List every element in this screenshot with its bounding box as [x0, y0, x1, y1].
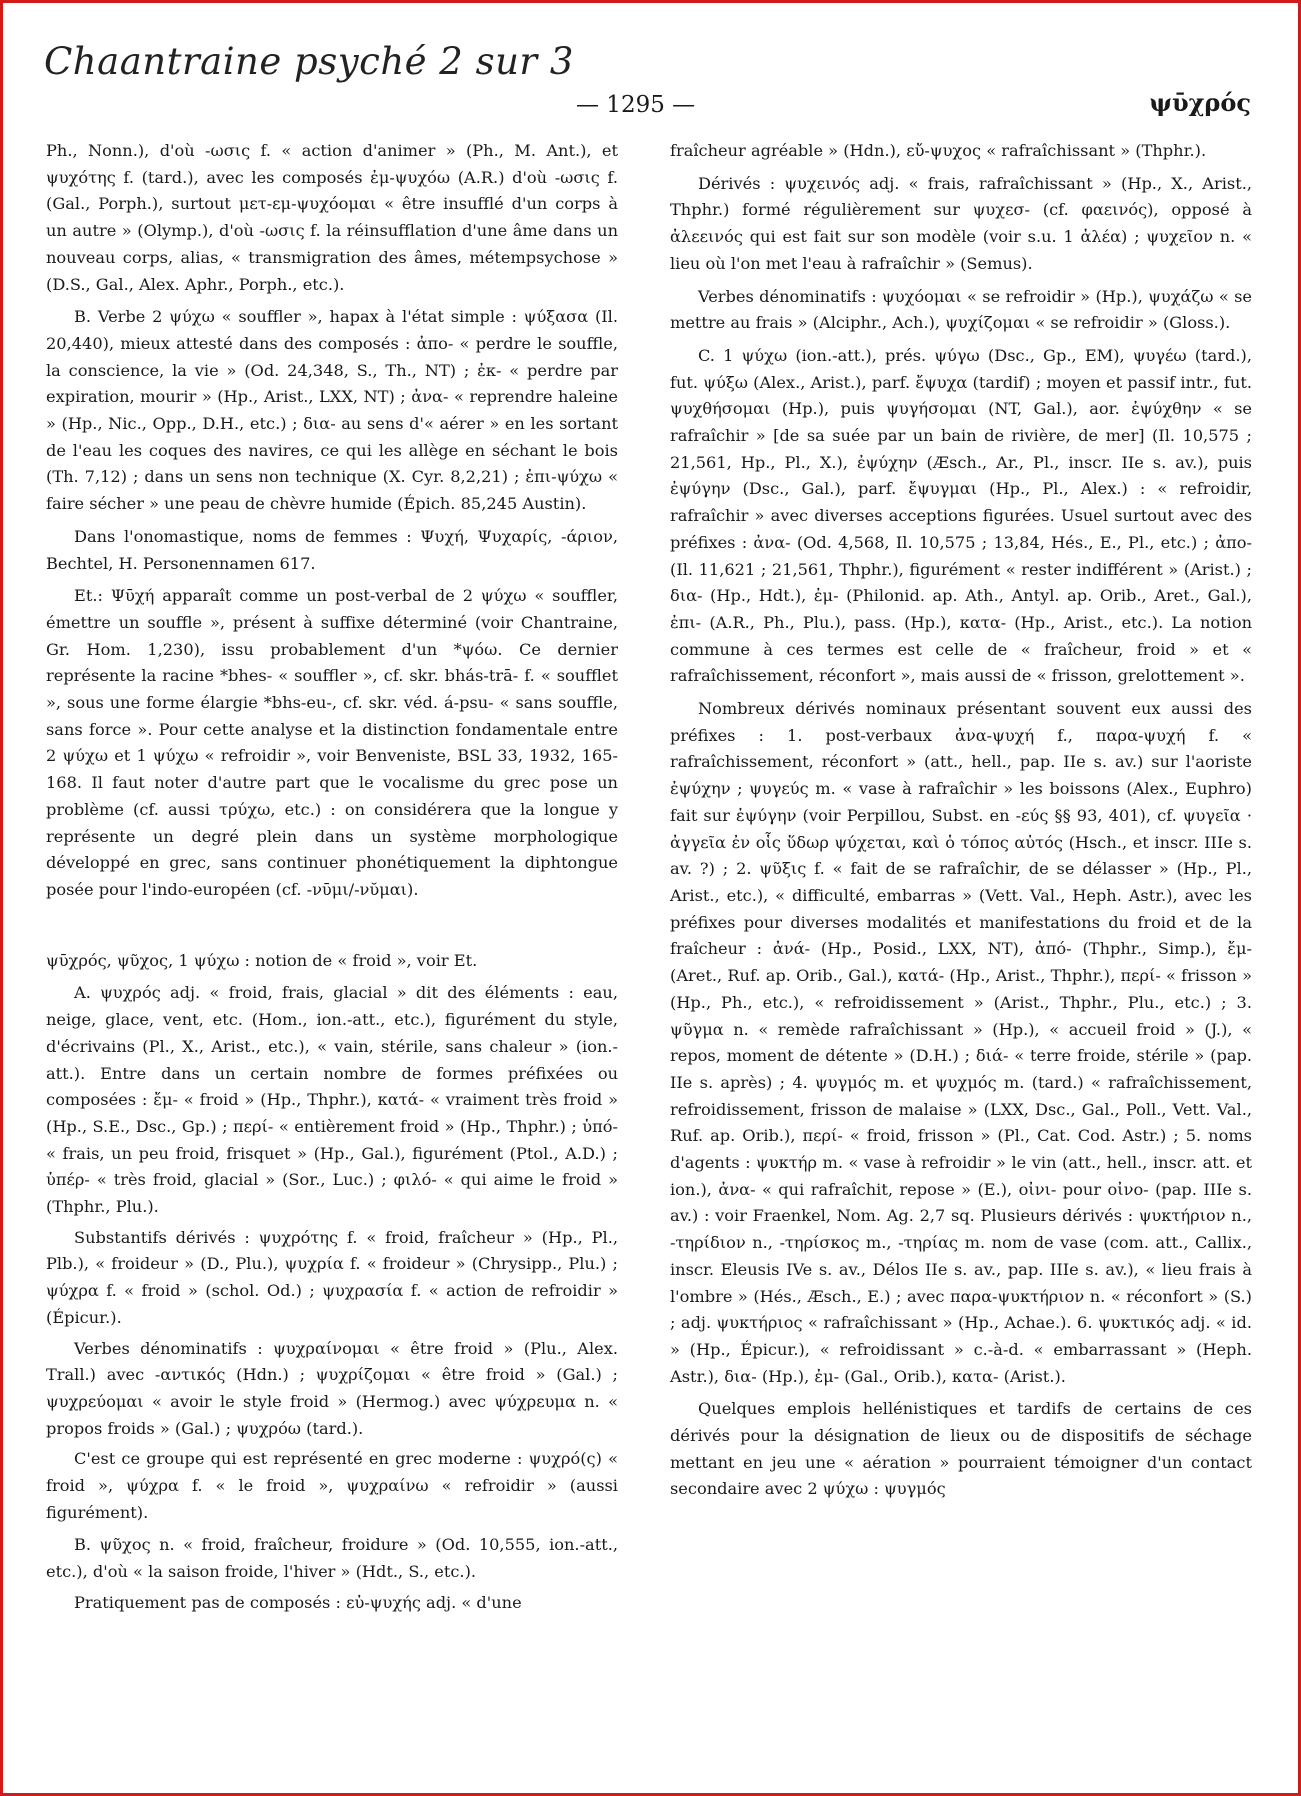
paragraph: A. ψυχρός adj. « froid, frais, glacial » dit des éléments : eau, neige, glace, vent, etc. (Hom., ion.-att., etc.), figurément du style, d'écrivains (Pl., X., Arist., etc.), « vain, stérile, sans chaleur » (ion.-att.). Entre dans un certain nombre de formes préfixées ou composées : ἔμ- « froid » (Hp., Thphr.), κατά- « vraiment très froid » (Hp., S.E., Dsc., Gp.) ; περί- « entièrement froid » (Hp., Thphr.) ; ὑπό- « frais, un peu froid, frisquet » (Hp., Gal.), figurément (Ptol., A.D.) ; ὑπέρ- « très froid, glacial » (Sor., Luc.) ; φιλό- « qui aime le froid » (Thphr., Plu.).: [46, 983, 618, 1217]
paragraph: Dans l'onomastique, noms de femmes : Ψυχή, Ψυχαρίς, -άριον, Bechtel, H. Personennamen 617.: [46, 526, 618, 573]
left-column: [46, 138, 618, 1617]
running-head: ψῡχρός: [1149, 88, 1251, 117]
paragraph: Quelques emplois hellénistiques et tardifs de certains de ces dérivés pour la désignation de lieux ou de dispositifs de séchage mettant en jeu une « aération » pourraient témoigner d'un contact secondaire avec 2 ψύχω : ψυγμός: [670, 1399, 1252, 1499]
paragraph: fraîcheur agréable » (Hdn.), εὔ-ψυχος « rafraîchissant » (Thphr.).: [670, 141, 1207, 160]
paragraph: Substantifs dérivés : ψυχρότης f. « froid, fraîcheur » (Hp., Pl., Plb.), « froideur » (D., Plu.), ψυχρία f. « froideur » (Chrysipp., Plu.) ; ψύχρα f. « froid » (schol. Od.) ; ψυχρασία f. « action de refroidir » (Épicur.).: [46, 1227, 618, 1327]
page-number: — 1295 —: [576, 92, 696, 118]
paragraph: Verbes dénominatifs : ψυχραίνομαι « être froid » (Plu., Alex. Trall.) avec -αντικός (Hdn.) ; ψυχρίζομαι « être froid » (Gal.) ; ψυχρεύομαι « avoir le style froid » (Hermog.) avec ψύχρευμα n. « propos froids » (Gal.) ; ψυχρόω (tard.).: [46, 1338, 618, 1438]
handwritten-title: Chaantraine psyché 2 sur 3: [44, 40, 574, 83]
paragraph: Verbes dénominatifs : ψυχόομαι « se refroidir » (Hp.), ψυχάζω « se mettre au frais » (Alciphr., Ach.), ψυχίζομαι « se refroidir » (Gloss.).: [670, 286, 1252, 333]
paragraph: Ph., Nonn.), d'où -ωσις f. « action d'animer » (Ph., M. Ant.), et ψυχότης f. (tard.), avec les composés ἐμ-ψυχόω (A.R.) d'où -ωσις f. (Gal., Porph.), surtout μετ-εμ-ψυχόομαι « être insufflé d'un corps à un autre » (Olymp.), d'où -ωσις f. la réinsufflation d'une âme dans un nouveau corps, alias, « transmigration des âmes, métempsychose » (D.S., Gal., Alex. Aphr., Porph., etc.).: [46, 141, 618, 294]
entry-heading: ψῡχρός, ψῦχος, 1 ψύχω : notion de « froid », voir Et.: [46, 950, 478, 970]
paragraph: Dérivés : ψυχεινός adj. « frais, rafraîchissant » (Hp., X., Arist., Thphr.) formé régulièrement sur ψυχεσ- (cf. φαεινός), opposé à ἀλεεινός qui est fait sur son modèle (voir s.u. 1 ἀλέα) ; ψυχεῖον n. « lieu où l'on met l'eau à rafraîchir » (Semus).: [670, 173, 1252, 273]
paragraph: C. 1 ψύχω (ion.-att.), prés. ψύγω (Dsc., Gp., EM), ψυγέω (tard.), fut. ψύξω (Alex., Arist.), parf. ἔψυχα (tardif) ; moyen et passif intr., fut. ψυχθήσομαι (Hp.), puis ψυγήσομαι (NT, Gal.), aor. ἐψύχθην « se rafraîchir » [de sa suée par un bain de rivière, de mer] (Il. 10,575 ; 21,561, Hp., Pl., X.), ἐψύχην (Æsch., Ar., Pl., inscr. IIe s. av.), puis ἐψύγην (Dsc., Gal.), parf. ἔψυγμαι (Hp., Pl., Alex.) : « refroidir, rafraîchir » avec diverses acceptions figurées. Usuel surtout avec des préfixes : ἀνα- (Od. 4,568, Il. 10,575 ; 13,84, Hés., E., Pl., etc.) ; ἀπο- (Il. 11,621 ; 21,561, Thphr.), figurément « rester indifférent » (Arist.) ; δια- (Hp., Hdt.), ἐμ- (Philonid. ap. Ath., Antyl. ap. Orib., Aret., Gal.), ἐπι- (A.R., Ph., Plu.), pass. (Hp.), κατα- (Hp., Arist., etc.). La notion commune à ces termes est celle de « fraîcheur, froid » et « rafraîchissement, réconfort », mais aussi de « frisson, grelottement ».: [670, 345, 1252, 686]
paragraph: Pratiquement pas de composés : εὐ-ψυχής adj. « d'une: [74, 1592, 522, 1612]
paragraph: B. ψῦχος n. « froid, fraîcheur, froidure » (Od. 10,555, ion.-att., etc.), d'où « la saison froide, l'hiver » (Hdt., S., etc.).: [46, 1535, 618, 1582]
paragraph: C'est ce groupe qui est représenté en grec moderne : ψυχρό(ς) « froid », ψύχρα f. « le froid », ψυχραίνω « refroidir » (aussi figurément).: [46, 1449, 618, 1522]
paragraph: B. Verbe 2 ψύχω « souffler », hapax à l'état simple : ψύξασα (Il. 20,440), mieux attesté dans des composés : ἀπο- « perdre le souffle, la conscience, la vie » (Od. 24,348, S., Th., NT) ; ἐκ- « perdre par expiration, mourir » (Hp., Arist., LXX, NT) ; ἀνα- « reprendre haleine » (Hp., Nic., Opp., D.H., etc.) ; δια- au sens d'« aérer » en les sortant de l'eau les coques des navires, ce qui les allège en séchant le bois (Th. 7,12) ; dans un sens non technique (X. Cyr. 8,2,21) ; ἐπι-ψύχω « faire sécher » une peau de chèvre humide (Épich. 85,245 Austin).: [46, 307, 618, 514]
right-column: [670, 138, 1252, 1503]
paragraph: Et.: Ψῡχή apparaît comme un post-verbal de 2 ψύχω « souffler, émettre un souffle », présent à suffixe déterminé (voir Chantraine, Gr. Hom. 1,230), issu probablement d'un *ψόω. Ce dernier représente la racine *bhes- « souffler », cf. skr. bhás-trā- f. « soufflet », sous une forme élargie *bhs-eu-, cf. skr. véd. á-psu- « sans souffle, sans force ». Pour cette analyse et la distinction fondamentale entre 2 ψύχω et 1 ψύχω « refroidir », voir Benveniste, BSL 33, 1932, 165-168. Il faut noter d'autre part que le vocalisme du grec pose un problème (cf. aussi τρύχω, etc.) : on considérera que la longue y représente un degré plein dans un système morphologique développé en grec, sans continuer phonétiquement la diphtongue posée pour l'indo-européen (cf. -νῡμι/-νῠμαι).: [46, 586, 618, 899]
paragraph: Nombreux dérivés nominaux présentant souvent eux aussi des préfixes : 1. post-verbaux ἀνα-ψυχή f., παρα-ψυχή f. « rafraîchissement, réconfort » (att., hell., pap. IIe s. av.) sur l'aoriste ἐψύχην ; ψυγεύς m. « vase à rafraîchir » les boissons (Alex., Euphro) fait sur ἐψύγην (voir Perpillou, Subst. en -εύς §§ 93, 401), cf. ψυγεῖα · ἀγγεῖα ἐν οἷς ὕδωρ ψύχεται, καὶ ὁ τόπος αὐτός (Hsch., et inscr. IIIe s. av. ?) ; 2. ψῦξις f. « fait de se rafraîchir, de se délasser » (Hp., Pl., Arist., etc.), « difficulté, embarras » (Vett. Val., Heph. Astr.), avec les préfixes pour diverses modalités et manifestations du froid et de la fraîcheur : ἀνά- (Hp., Posid., LXX, NT), ἀπό- (Thphr., Simp.), ἔμ- (Aret., Ruf. ap. Orib., Gal.), κατά- (Hp., Arist., Thphr.), περί- « frisson » (Hp., Ph., etc.), « refroidissement » (Arist., Thphr., Plu., etc.) ; 3. ψῦγμα n. « remède rafraîchissant » (Hp.), « accueil froid » (J.), « repos, moment de détente » (D.H.) ; διά- « terre froide, stérile » (pap. IIe s. après) ; 4. ψυγμός m. et ψυχμός m. (tard.) « rafraîchissement, refroidissement, frisson de malaise » (LXX, Dsc., Gal., Poll., Vett. Val., Ruf. ap. Orib.), περί- « froid, frisson » (Pl., Cat. Cod. Astr.) ; 5. noms d'agents : ψυκτήρ m. « vase à refroidir » le vin (att., hell., inscr. att. et ion.), ἀνα- « qui rafraîchit, repose » (E.), οἰνι- pour οἰνο- (pap. IIIe s. av.) : voir Fraenkel, Nom. Ag. 2,7 sq. Plusieurs dérivés : ψυκτήριον n., -τηρίδιον n., -τηρίσκος m., -τηρίας m. nom de vase (com. att., Callix., inscr. Eleusis IVe s. av., Délos IIe s. av., pap. IIIe s. av.), « lieu frais à l'ombre » (Hés., Æsch., E.) ; avec παρα-ψυκτήριον n. « réconfort » (S.) ; adj. ψυκτήριος « rafraîchissant » (Hp., Achae.). 6. ψυκτικός adj. « id. » (Hp., Épicur.), « refroidissant » c.-à-d. « embarrassant » (Heph. Astr.), δια- (Hp.), ἐμ- (Gal., Orib.), κατα- (Arist.).: [670, 699, 1252, 1386]
